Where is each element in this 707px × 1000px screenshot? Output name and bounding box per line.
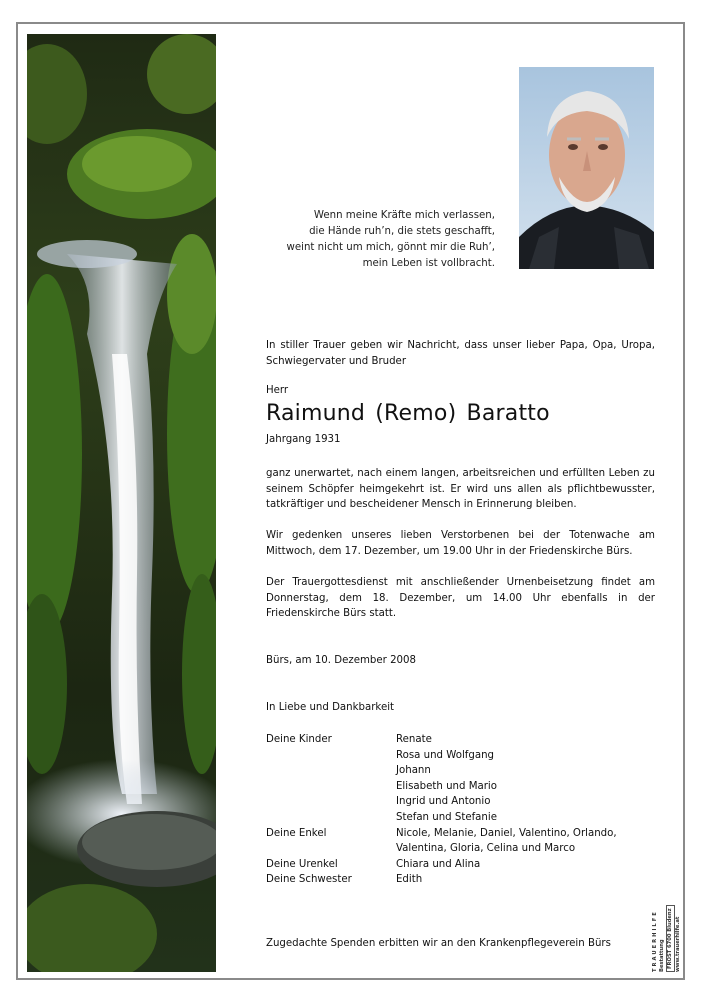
family-name: Ingrid und Antonio (396, 796, 491, 808)
family-name: Chiara und Alina (396, 858, 481, 870)
brand-logo-text: TRAUERHILFE (652, 910, 658, 972)
closing-phrase: In Liebe und Dankbarkeit (266, 702, 395, 713)
waterfall-photo (27, 34, 216, 972)
family-name: Edith (396, 874, 423, 886)
family-label: Deine Schwester (266, 874, 352, 886)
poem-line: die Hände ruh’n, die stets geschafft, (309, 226, 495, 237)
undertaker-logo (652, 872, 681, 972)
family-label: Deine Urenkel (266, 858, 338, 870)
brand-line: Bestattung (659, 939, 665, 972)
family-row-grandchildren (266, 826, 617, 857)
family-label: Deine Kinder (266, 734, 332, 745)
birth-year: Jahrgang 1931 (266, 434, 341, 445)
paragraph-service: Der Trauergottesdienst mit anschließender Urnenbeisetzung findet am Donnerstag, dem 18. Dezember, um 14.00 Uhr ebenfalls in der Friedenskirche Bürs statt. (266, 577, 655, 620)
poem (235, 208, 495, 272)
brand-line: FROST 6700 Bludenz (666, 905, 675, 972)
portrait-photo (519, 67, 654, 269)
salutation: Herr (266, 385, 289, 396)
family-name: Renate (396, 734, 432, 745)
poem-line: Wenn meine Kräfte mich verlassen, (313, 210, 495, 221)
family-name: Rosa und Wolfgang (396, 749, 495, 761)
poem-line: weint nicht um mich, gönnt mir die Ruh’, (286, 242, 495, 253)
paragraph-wake: Wir gedenken unseres lieben Verstorbenen bei der Totenwache am Mittwoch, dem 17. Dezember, um 19.00 Uhr in der Friedenskirche Bürs. (266, 530, 655, 557)
family-name: Elisabeth und Mario (396, 780, 497, 792)
family-row-great-grandchildren (266, 857, 617, 873)
deceased-name: Raimund (Remo) Baratto (266, 401, 550, 426)
donation-note: Zugedachte Spenden erbitten wir an den Krankenpflegeverein Bürs (266, 938, 611, 949)
family-name: Johann (396, 765, 431, 777)
family-name: Stefan und Stefanie (396, 811, 497, 823)
family-list (266, 732, 617, 888)
family-label: Deine Enkel (266, 827, 327, 839)
paragraph-life: ganz unerwartet, nach einem langen, arbeitsreichen und erfüllten Leben zu seinem Schöpfer heimgekehrt ist. Er wird uns allen als pflichtbewusster, tatkräftiger und bescheidener Mensch in Erinnerung bleiben. (266, 468, 655, 511)
intro-text: In stiller Trauer geben wir Nachricht, dass unser lieber Papa, Opa, Uropa, Schwiegervater und Bruder (266, 340, 655, 367)
place-date: Bürs, am 10. Dezember 2008 (266, 655, 417, 666)
family-row-sister (266, 872, 617, 888)
family-row-children (266, 732, 617, 826)
poem-line: mein Leben ist vollbracht. (362, 258, 495, 269)
family-name: Valentina, Gloria, Celina und Marco (396, 843, 576, 855)
brand-website: www.trauerhilfe.at (675, 916, 681, 972)
family-name: Nicole, Melanie, Daniel, Valentino, Orlando, (396, 827, 617, 839)
